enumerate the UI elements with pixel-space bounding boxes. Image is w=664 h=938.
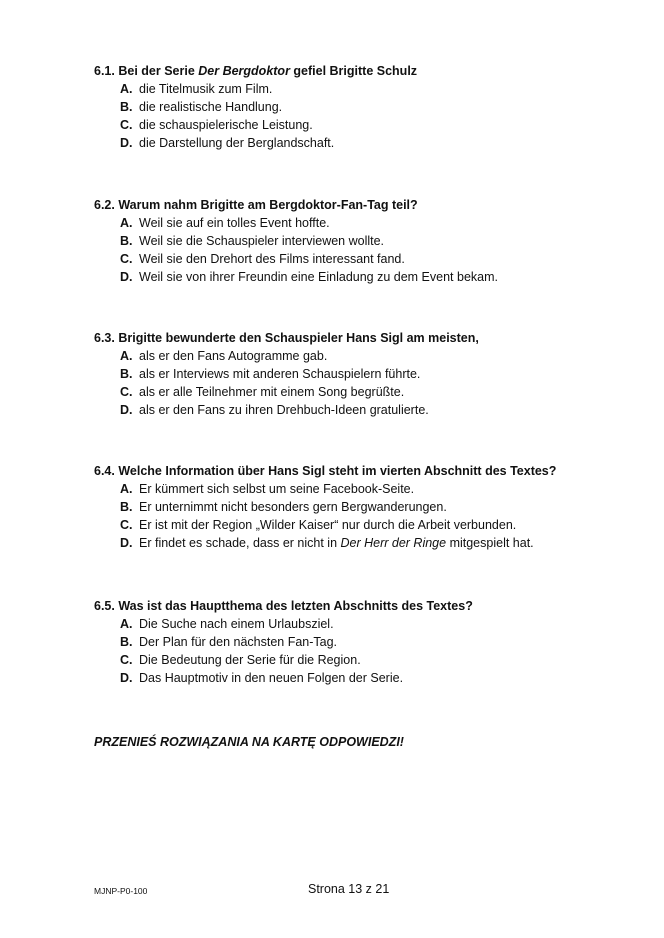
option-text: Weil sie den Drehort des Films interessant fand.	[139, 252, 405, 266]
prompt-italic: Der Bergdoktor	[198, 64, 290, 78]
question-number: 6.1.	[94, 64, 115, 78]
option-letter: D.	[120, 403, 133, 417]
option-text: Er kümmert sich selbst um seine Facebook-Seite.	[139, 482, 415, 496]
answer-options	[120, 214, 634, 286]
prompt-text: Bei der Serie	[118, 64, 199, 78]
prompt-text: gefiel Brigitte Schulz	[289, 64, 418, 78]
option-text: als er Interviews mit anderen Schauspielern führte.	[139, 367, 421, 381]
option-c	[120, 383, 634, 401]
option-letter: D.	[120, 536, 133, 550]
option-d	[120, 669, 634, 687]
option-c	[120, 651, 634, 669]
question-6-4	[94, 462, 634, 552]
question-number: 6.3.	[94, 331, 115, 345]
option-text: die realistische Handlung.	[139, 100, 283, 114]
option-letter: D.	[120, 270, 133, 284]
option-d	[120, 134, 634, 152]
option-b	[120, 232, 634, 250]
option-a	[120, 214, 634, 232]
option-text: Der Plan für den nächsten Fan-Tag.	[139, 635, 338, 649]
option-text: Er unternimmt nicht besonders gern Bergwanderungen.	[139, 500, 447, 514]
option-text: Weil sie auf ein tolles Event hoffte.	[139, 216, 330, 230]
page-number: Strona 13 z 21	[308, 882, 390, 896]
question-6-5	[94, 597, 634, 687]
option-d	[120, 401, 634, 419]
option-letter: D.	[120, 136, 133, 150]
option-a	[120, 80, 634, 98]
option-text: Er ist mit der Region „Wilder Kaiser“ nur durch die Arbeit verbunden.	[139, 518, 517, 532]
option-letter: A.	[120, 216, 133, 230]
option-text: als er alle Teilnehmer mit einem Song begrüßte.	[139, 385, 405, 399]
option-d	[120, 268, 634, 286]
option-letter: B.	[120, 234, 133, 248]
option-a	[120, 347, 634, 365]
prompt-text: Warum nahm Brigitte am Bergdoktor-Fan-Tag teil?	[118, 198, 418, 212]
option-letter: C.	[120, 653, 133, 667]
question-prompt	[94, 329, 634, 347]
option-letter: D.	[120, 671, 133, 685]
option-letter: C.	[120, 385, 133, 399]
question-6-1	[94, 62, 634, 152]
option-c	[120, 116, 634, 134]
option-a	[120, 615, 634, 633]
option-letter: C.	[120, 518, 133, 532]
option-d	[120, 534, 634, 552]
option-text: die Titelmusik zum Film.	[139, 82, 273, 96]
option-c	[120, 516, 634, 534]
option-b	[120, 633, 634, 651]
prompt-text: Brigitte bewunderte den Schauspieler Hans Sigl am meisten,	[118, 331, 479, 345]
option-letter: C.	[120, 252, 133, 266]
option-letter: A.	[120, 82, 133, 96]
prompt-text: Welche Information über Hans Sigl steht im vierten Abschnitt des Textes?	[118, 464, 557, 478]
option-text: Weil sie von ihrer Freundin eine Einladung zu dem Event bekam.	[139, 270, 498, 284]
option-text: Die Suche nach einem Urlaubsziel.	[139, 617, 334, 631]
question-number: 6.5.	[94, 599, 115, 613]
question-number: 6.4.	[94, 464, 115, 478]
option-b	[120, 98, 634, 116]
option-letter: B.	[120, 367, 133, 381]
answer-options	[120, 480, 634, 552]
option-c	[120, 250, 634, 268]
question-number: 6.2.	[94, 198, 115, 212]
option-italic: Der Herr der Ringe	[340, 536, 447, 550]
option-letter: A.	[120, 349, 133, 363]
option-text: mitgespielt hat.	[446, 536, 534, 550]
question-prompt	[94, 462, 634, 480]
option-text: Er findet es schade, dass er nicht in	[139, 536, 341, 550]
option-a	[120, 480, 634, 498]
question-prompt	[94, 62, 634, 80]
option-text: Die Bedeutung der Serie für die Region.	[139, 653, 361, 667]
option-letter: B.	[120, 635, 133, 649]
option-text: Weil sie die Schauspieler interviewen wollte.	[139, 234, 385, 248]
option-letter: A.	[120, 617, 133, 631]
option-letter: B.	[120, 100, 133, 114]
option-text: als er den Fans Autogramme gab.	[139, 349, 328, 363]
option-b	[120, 498, 634, 516]
answer-options	[120, 347, 634, 419]
option-text: die Darstellung der Berglandschaft.	[139, 136, 335, 150]
answer-options	[120, 615, 634, 687]
option-text: die schauspielerische Leistung.	[139, 118, 313, 132]
question-6-3	[94, 329, 634, 419]
question-6-2	[94, 196, 634, 286]
prompt-text: Was ist das Hauptthema des letzten Abschnitts des Textes?	[118, 599, 473, 613]
option-text: als er den Fans zu ihren Drehbuch-Ideen gratulierte.	[139, 403, 429, 417]
question-prompt	[94, 196, 634, 214]
option-letter: B.	[120, 500, 133, 514]
option-letter: C.	[120, 118, 133, 132]
answer-options	[120, 80, 634, 152]
question-prompt	[94, 597, 634, 615]
option-b	[120, 365, 634, 383]
option-text: Das Hauptmotiv in den neuen Folgen der Serie.	[139, 671, 404, 685]
option-letter: A.	[120, 482, 133, 496]
transfer-answers-instruction: PRZENIEŚ ROZWIĄZANIA NA KARTĘ ODPOWIEDZI!	[94, 735, 404, 749]
exam-code: MJNP-P0-100	[94, 886, 148, 896]
